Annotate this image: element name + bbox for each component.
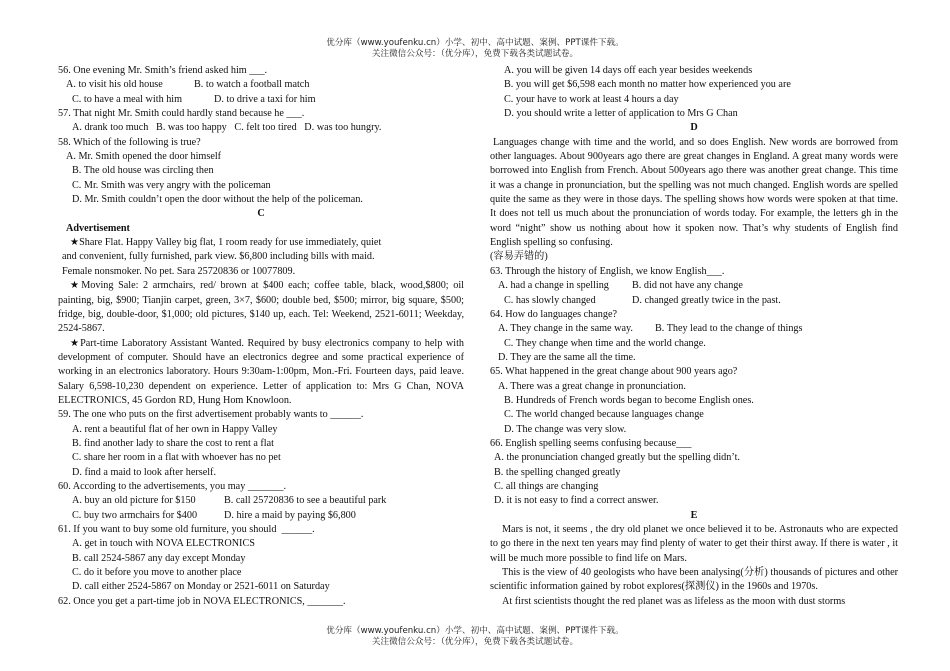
question-57: 57. That night Mr. Smith could hardly stand because he ___. (58, 108, 305, 120)
q66-option-d: D. it is not easy to find a correct answer. (494, 495, 659, 507)
header-line-1: 优分库（www.youfenku.cn）小学、初中、高中试题、案例、PPT课件下载。 (326, 38, 624, 48)
ad1-line-3: Female nonsmoker. No pet. Sara 25720836 or 10077809. (62, 265, 296, 277)
q64-option-b: B. They lead to the change of things (655, 323, 803, 335)
q59-option-d: D. find a maid to look after herself. (72, 466, 216, 478)
question-66: 66. English spelling seems confusing because___ (490, 437, 692, 449)
q60-option-c: C. buy two armchairs for $400 (72, 509, 198, 521)
footer-line-2: 关注微信公众号：（优分库），免费下载各类试题试卷。 (371, 637, 579, 647)
page-header (0, 38, 950, 60)
passage-e-paragraph-3: At first scientists thought the red planet was as lifeless as the moon with dust storms (502, 595, 846, 607)
q57-options: A. drank too much B. was too happy C. felt too tired D. was too hungry. (72, 122, 382, 134)
q59-option-b: B. find another lady to share the cost to rent a flat (72, 437, 274, 449)
question-61: 61. If you want to buy some old furniture, you should ______. (58, 524, 315, 535)
page-footer (0, 626, 950, 648)
q63-options-ab (490, 279, 898, 293)
q61-option-c: C. do it before you move to another place (72, 567, 242, 579)
q60-option-a: A. buy an old picture for $150 (72, 495, 196, 507)
q66-option-c: C. all things are changing (494, 480, 599, 492)
q56-option-b: B. to watch a football match (194, 79, 310, 91)
q63-options-cd (490, 294, 898, 308)
q56-options-ab (58, 78, 464, 92)
q61-option-b: B. call 2524-5867 any day except Monday (72, 552, 246, 564)
q64-option-c: C. They change when time and the world change. (504, 337, 706, 349)
left-column (58, 64, 464, 609)
ad3-job-wanted: ★Part-time Laboratory Assistant Wanted. Required by busy electronics company to help with development of computer. Should have an electronics degree and some practical experience of working in an electronics laboratory. Hours 9:30am-1:00pm, Mon.-Fri. Fourteen days, paid leave. Salary 6,598-10,230 dependent on experience. Letter of application to: Mrs G Chan, NOVA ELECTRONICS, 45 Gordon RD, Hung Hom Knowloon. (58, 337, 464, 406)
advertisement-title: Advertisement (66, 222, 130, 234)
q64-option-a: A. They change in the same way. (498, 323, 633, 335)
question-56: 56. One evening Mr. Smith’s friend asked him ___. (58, 65, 268, 76)
q60-options-cd (58, 509, 464, 523)
q56-option-d: D. to drive a taxi for him (214, 93, 316, 105)
question-59: 59. The one who puts on the first advertisement probably wants to ______. (58, 409, 364, 421)
q63-option-d: D. changed greatly twice in the past. (632, 294, 781, 306)
q58-option-b: B. The old house was circling then (72, 165, 214, 177)
q65-option-c: C. The world changed because languages change (504, 409, 704, 421)
passage-d: Languages change with time and the world, and so does English. New words are borrowed from other languages. About 900years ago there are great changes in England. A great many words were borrowed into English from French. About 500years ago there was another great change. This time it was a change in pronunciation, but the spelling was not much changed. English words are spelled quite the same as they were in those days. The spelling shows how words were spoken at that time. It does not tell us much about the pronunciation of words today. For example, the letters gh in the word “night” show us nothing about how it spoken now. That’s why students of English find English spelling so confusing. (490, 136, 898, 249)
ad2-moving-sale: ★Moving Sale: 2 armchairs, red/ brown at $400 each; coffee table, black, wood,$800; oil painting, big, $900; Tianjin carpet, green, 3×7, $600; double bed, $500; mirror, big square, $500; fridge, big, double-door, $1,000; old pictures, $140 up, each. Tel: Weekend, 2521-6011; Weekday, 2524-5867. (58, 280, 464, 335)
q60-option-d: D. hire a maid by paying $6,800 (224, 509, 356, 521)
ad1-line-1: ★Share Flat. Happy Valley big flat, 1 room ready for use immediately, quiet (70, 237, 382, 249)
q63-option-c: C. has slowly changed (504, 294, 596, 306)
section-d-heading: D (690, 122, 698, 134)
passage-e-paragraph-2: This is the view of 40 geologists who have been analysing(分析) thousands of pictures and other scientific information gained by robot explores(探测仪) in the 1960s and 1970s. (490, 567, 898, 593)
q61-option-a: A. get in touch with NOVA ELECTRONICS (72, 538, 255, 550)
question-58: 58. Which of the following is true? (58, 136, 201, 148)
q60-options-ab (58, 494, 464, 508)
question-60: 60. According to the advertisements, you may _______. (58, 480, 287, 492)
q66-option-a: A. the pronunciation changed greatly but the spelling didn’t. (494, 452, 740, 464)
q62-option-c: C. your have to work at least 4 hours a day (504, 93, 679, 105)
ad1-line-2: and convenient, fully furnished, park view. $6,800 including bills with maid. (62, 251, 375, 263)
header-line-2: 关注微信公众号：（优分库），免费下载各类试题试卷。 (371, 49, 579, 59)
q58-option-d: D. Mr. Smith couldn’t open the door without the help of the policeman. (72, 194, 363, 206)
q65-option-a: A. There was a great change in pronunciation. (498, 380, 686, 392)
q63-option-b: B. did not have any change (632, 280, 743, 292)
note-confusing: (容易弄错的) (490, 251, 548, 263)
footer-line-1: 优分库（www.youfenku.cn）小学、初中、高中试题、案例、PPT课件下载。 (326, 626, 624, 636)
q62-option-b: B. you will get $6,598 each month no matter how experienced you are (504, 79, 791, 91)
passage-e-paragraph-1: Mars is not, it seems , the dry old planet we once believed it to be. Astronauts who are expected to go there in the next ten years may find plenty of water to get their thirst away. If there is water , it will be much more possible to find life on Mars. (490, 524, 898, 564)
q60-option-b: B. call 25720836 to see a beautiful park (224, 495, 387, 507)
question-64: 64. How do languages change? (490, 308, 618, 320)
q65-option-b: B. Hundreds of French words began to become English ones. (504, 394, 754, 406)
q61-option-d: D. call either 2524-5867 on Monday or 2521-6011 on Saturday (72, 581, 330, 593)
question-62: 62. Once you get a part-time job in NOVA ELECTRONICS, _______. (58, 595, 346, 607)
q58-option-c: C. Mr. Smith was very angry with the policeman (72, 179, 271, 191)
section-c-heading: C (257, 208, 265, 220)
q64-options-ab (490, 322, 898, 336)
q56-options-cd (58, 93, 464, 107)
question-65: 65. What happened in the great change about 900 years ago? (490, 366, 738, 378)
q59-option-a: A. rent a beautiful flat of her own in Happy Valley (72, 423, 278, 435)
section-e-heading: E (690, 509, 698, 521)
q66-option-b: B. the spelling changed greatly (494, 466, 621, 478)
q65-option-d: D. The change was very slow. (504, 423, 627, 435)
q62-option-a: A. you will be given 14 days off each year besides weekends (504, 65, 753, 76)
right-column (490, 64, 898, 609)
q63-option-a: A. had a change in spelling (498, 280, 609, 292)
q59-option-c: C. share her room in a flat with whoever has no pet (72, 452, 281, 464)
q62-option-d: D. you should write a letter of application to Mrs G Chan (504, 108, 738, 120)
q64-option-d: D. They are the same all the time. (498, 351, 636, 363)
question-63: 63. Through the history of English, we know English___. (490, 265, 725, 277)
q58-option-a: A. Mr. Smith opened the door himself (66, 151, 222, 163)
q56-option-a: A. to visit his old house (66, 79, 163, 91)
q56-option-c: C. to have a meal with him (72, 93, 183, 105)
